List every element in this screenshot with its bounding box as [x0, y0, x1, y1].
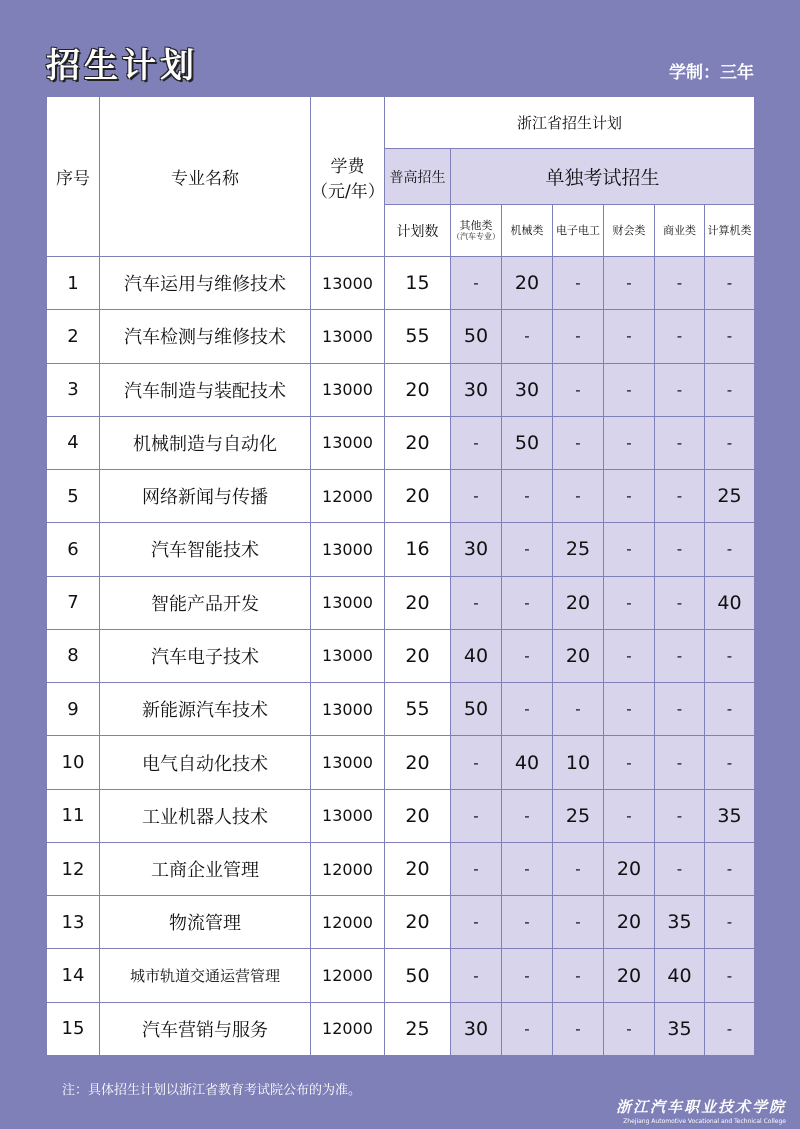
table-row	[47, 416, 755, 469]
cell-elec: -	[553, 896, 604, 949]
cell-no: 4	[47, 416, 100, 469]
cell-account: -	[604, 629, 655, 682]
cell-general: 55	[385, 683, 451, 736]
cell-account: -	[604, 736, 655, 789]
cell-other: 30	[451, 363, 502, 416]
cell-account: -	[604, 257, 655, 310]
cell-no: 11	[47, 789, 100, 842]
cell-computer: 35	[705, 789, 755, 842]
cell-name: 新能源汽车技术	[100, 683, 311, 736]
cell-general: 20	[385, 416, 451, 469]
cell-account: -	[604, 1002, 655, 1055]
cell-elec: -	[553, 1002, 604, 1055]
cell-no: 9	[47, 683, 100, 736]
table-row	[47, 257, 755, 310]
cell-business: 35	[655, 896, 705, 949]
cell-elec: -	[553, 310, 604, 363]
header-other	[451, 205, 502, 257]
cell-no: 7	[47, 576, 100, 629]
table-row	[47, 523, 755, 576]
college-logo	[616, 1096, 786, 1125]
cell-business: -	[655, 363, 705, 416]
cell-name: 汽车电子技术	[100, 629, 311, 682]
cell-no: 3	[47, 363, 100, 416]
cell-business: -	[655, 310, 705, 363]
cell-computer: -	[705, 629, 755, 682]
table-row	[47, 310, 755, 363]
cell-account: 20	[604, 949, 655, 1002]
cell-mech: -	[502, 789, 553, 842]
table-row	[47, 736, 755, 789]
cell-fee: 13000	[311, 576, 385, 629]
cell-fee: 12000	[311, 1002, 385, 1055]
cell-mech: -	[502, 842, 553, 895]
cell-account: 20	[604, 842, 655, 895]
header-fee	[311, 97, 385, 257]
cell-no: 8	[47, 629, 100, 682]
cell-computer: -	[705, 683, 755, 736]
cell-no: 14	[47, 949, 100, 1002]
cell-account: -	[604, 683, 655, 736]
cell-business: -	[655, 736, 705, 789]
cell-other: 50	[451, 310, 502, 363]
table-row	[47, 842, 755, 895]
cell-no: 10	[47, 736, 100, 789]
cell-fee: 12000	[311, 470, 385, 523]
cell-general: 55	[385, 310, 451, 363]
cell-business: 40	[655, 949, 705, 1002]
cell-general: 16	[385, 523, 451, 576]
cell-mech: 20	[502, 257, 553, 310]
cell-fee: 12000	[311, 896, 385, 949]
table-body	[47, 257, 755, 1056]
cell-computer: -	[705, 363, 755, 416]
cell-name: 工业机器人技术	[100, 789, 311, 842]
cell-computer: -	[705, 949, 755, 1002]
cell-other: -	[451, 576, 502, 629]
cell-business: -	[655, 470, 705, 523]
cell-fee: 13000	[311, 523, 385, 576]
cell-computer: -	[705, 416, 755, 469]
cell-computer: 25	[705, 470, 755, 523]
cell-mech: -	[502, 576, 553, 629]
cell-business: 35	[655, 1002, 705, 1055]
cell-other: -	[451, 416, 502, 469]
cell-computer: -	[705, 736, 755, 789]
cell-general: 25	[385, 1002, 451, 1055]
header-plan-count: 计划数	[385, 205, 451, 257]
cell-fee: 13000	[311, 629, 385, 682]
cell-other: -	[451, 470, 502, 523]
cell-business: -	[655, 257, 705, 310]
cell-fee: 12000	[311, 842, 385, 895]
cell-fee: 13000	[311, 789, 385, 842]
cell-other: 30	[451, 523, 502, 576]
cell-no: 15	[47, 1002, 100, 1055]
cell-other: -	[451, 842, 502, 895]
table-row	[47, 363, 755, 416]
cell-business: -	[655, 523, 705, 576]
table-row	[47, 789, 755, 842]
cell-elec: -	[553, 363, 604, 416]
cell-elec: 25	[553, 523, 604, 576]
footnote: 注：具体招生计划以浙江省教育考试院公布的为准。	[62, 1083, 362, 1098]
cell-mech: -	[502, 1002, 553, 1055]
cell-elec: -	[553, 416, 604, 469]
table-row	[47, 470, 755, 523]
header-fee-line1: 学费	[330, 156, 365, 177]
cell-business: -	[655, 683, 705, 736]
cell-other: 30	[451, 1002, 502, 1055]
cell-mech: -	[502, 523, 553, 576]
cell-no: 2	[47, 310, 100, 363]
header-province: 浙江省招生计划	[385, 97, 755, 149]
cell-elec: 10	[553, 736, 604, 789]
cell-general: 20	[385, 363, 451, 416]
cell-other: -	[451, 789, 502, 842]
cell-business: -	[655, 629, 705, 682]
cell-account: 20	[604, 896, 655, 949]
cell-fee: 13000	[311, 363, 385, 416]
cell-mech: 30	[502, 363, 553, 416]
cell-account: -	[604, 576, 655, 629]
cell-mech: 40	[502, 736, 553, 789]
cell-name: 汽车运用与维修技术	[100, 257, 311, 310]
table-row	[47, 629, 755, 682]
cell-mech: -	[502, 629, 553, 682]
cell-account: -	[604, 363, 655, 416]
cell-computer: -	[705, 896, 755, 949]
cell-account: -	[604, 310, 655, 363]
header-no: 序号	[47, 97, 100, 257]
cell-name: 工商企业管理	[100, 842, 311, 895]
cell-general: 20	[385, 576, 451, 629]
table-row	[47, 896, 755, 949]
cell-business: -	[655, 842, 705, 895]
cell-computer: -	[705, 310, 755, 363]
cell-fee: 13000	[311, 736, 385, 789]
cell-computer: -	[705, 842, 755, 895]
college-logo-cn: 浙江汽车职业技术学院	[615, 1098, 786, 1116]
cell-name: 物流管理	[100, 896, 311, 949]
cell-business: -	[655, 789, 705, 842]
page-title: 招生计划	[46, 46, 198, 86]
cell-elec: -	[553, 842, 604, 895]
header-other-line1: 其他类	[459, 219, 493, 233]
cell-general: 20	[385, 629, 451, 682]
college-logo-en: Zhejiang Automotive Vocational and Technical College	[623, 1118, 786, 1125]
cell-fee: 12000	[311, 949, 385, 1002]
cell-no: 13	[47, 896, 100, 949]
cell-name: 汽车检测与维修技术	[100, 310, 311, 363]
header-fee-line2: （元/年）	[311, 181, 385, 202]
cell-other: -	[451, 257, 502, 310]
table-row	[47, 949, 755, 1002]
header-other-line2: （汽车专业）	[452, 232, 500, 242]
table-row	[47, 1002, 755, 1055]
cell-name: 汽车智能技术	[100, 523, 311, 576]
cell-name: 电气自动化技术	[100, 736, 311, 789]
cell-mech: -	[502, 683, 553, 736]
cell-fee: 13000	[311, 257, 385, 310]
enrollment-plan-table	[46, 96, 755, 1056]
header-single: 单独考试招生	[451, 149, 755, 205]
cell-other: 50	[451, 683, 502, 736]
cell-other: -	[451, 949, 502, 1002]
cell-mech: 50	[502, 416, 553, 469]
cell-business: -	[655, 576, 705, 629]
cell-no: 5	[47, 470, 100, 523]
cell-fee: 13000	[311, 416, 385, 469]
cell-elec: 20	[553, 629, 604, 682]
cell-computer: -	[705, 257, 755, 310]
cell-fee: 13000	[311, 683, 385, 736]
cell-other: -	[451, 736, 502, 789]
cell-business: -	[655, 416, 705, 469]
header-general: 普高招生	[385, 149, 451, 205]
cell-name: 汽车制造与装配技术	[100, 363, 311, 416]
cell-elec: 25	[553, 789, 604, 842]
cell-mech: -	[502, 896, 553, 949]
cell-name: 汽车营销与服务	[100, 1002, 311, 1055]
cell-elec: -	[553, 949, 604, 1002]
cell-general: 20	[385, 736, 451, 789]
header-mech: 机械类	[502, 205, 553, 257]
cell-elec: -	[553, 257, 604, 310]
cell-mech: -	[502, 470, 553, 523]
cell-elec: -	[553, 683, 604, 736]
cell-name: 网络新闻与传播	[100, 470, 311, 523]
cell-elec: 20	[553, 576, 604, 629]
cell-general: 15	[385, 257, 451, 310]
cell-no: 1	[47, 257, 100, 310]
cell-computer: -	[705, 1002, 755, 1055]
duration-label: 学制：三年	[669, 63, 754, 83]
cell-other: -	[451, 896, 502, 949]
cell-mech: -	[502, 310, 553, 363]
cell-no: 6	[47, 523, 100, 576]
header-elec: 电子电工	[553, 205, 604, 257]
header-computer: 计算机类	[705, 205, 755, 257]
cell-general: 20	[385, 789, 451, 842]
header-business: 商业类	[655, 205, 705, 257]
cell-computer: 40	[705, 576, 755, 629]
cell-general: 50	[385, 949, 451, 1002]
cell-general: 20	[385, 842, 451, 895]
cell-account: -	[604, 789, 655, 842]
cell-account: -	[604, 470, 655, 523]
cell-name: 智能产品开发	[100, 576, 311, 629]
cell-name: 城市轨道交通运营管理	[100, 949, 311, 1002]
table-row	[47, 683, 755, 736]
header-account: 财会类	[604, 205, 655, 257]
header-name: 专业名称	[100, 97, 311, 257]
cell-general: 20	[385, 896, 451, 949]
cell-name: 机械制造与自动化	[100, 416, 311, 469]
cell-general: 20	[385, 470, 451, 523]
cell-other: 40	[451, 629, 502, 682]
cell-fee: 13000	[311, 310, 385, 363]
cell-account: -	[604, 416, 655, 469]
cell-mech: -	[502, 949, 553, 1002]
table-row	[47, 576, 755, 629]
cell-account: -	[604, 523, 655, 576]
cell-no: 12	[47, 842, 100, 895]
cell-elec: -	[553, 470, 604, 523]
cell-computer: -	[705, 523, 755, 576]
